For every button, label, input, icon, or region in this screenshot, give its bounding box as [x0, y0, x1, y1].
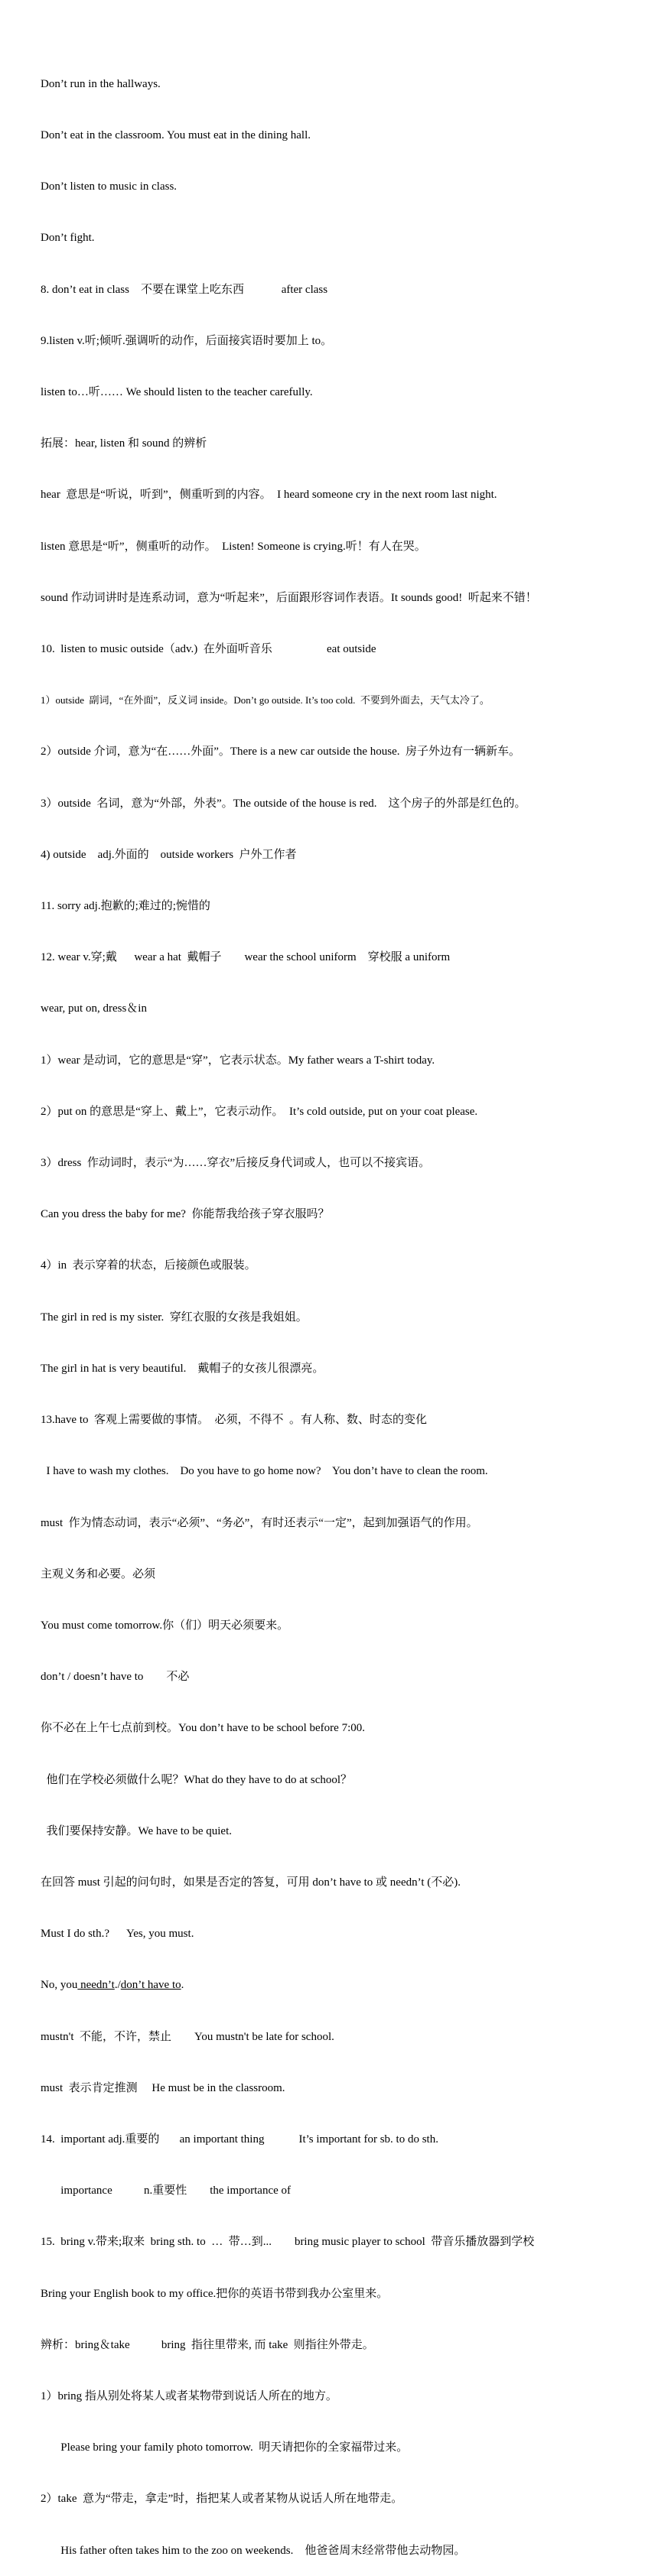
- neednt-mid: ./: [114, 1979, 121, 1992]
- text-line: 辨析：bring＆take bring 指往里带来, 而 take 则指往外带走。: [41, 2338, 374, 2351]
- neednt-underlined: needn’t: [77, 1979, 115, 1992]
- text-line: sound 作动词讲时是连系动词，意为“听起来”，后面跟形容词作表语。It sounds good! 听起来不错！: [41, 591, 537, 604]
- text-line: 1）wear 是动词，它的意思是“穿”，它表示状态。My father wears a T-shirt today.: [41, 1054, 435, 1067]
- text-line: Please bring your family photo tomorrow. 明天请把你的全家福带过来。: [41, 2441, 409, 2454]
- text-line: You must come tomorrow.你（们）明天必须要来。: [41, 1619, 289, 1632]
- neednt-post: .: [181, 1979, 184, 1992]
- text-line: 2）put on 的意思是“穿上、戴上”，它表示动作。 It’s cold outside, put on your coat please.: [41, 1105, 478, 1118]
- text-line: listen 意思是“听”，侧重听的动作。 Listen! Someone is crying.听！有人在哭。: [41, 540, 426, 553]
- text-line: 2）take 意为“带走，拿走”时，指把某人或者某物从说话人所在地带走。: [41, 2493, 403, 2506]
- text-line: 2）outside 介词，意为“在……外面”。There is a new car outside the house. 房子外边有一辆新车。: [41, 746, 520, 759]
- text-line: 4）in 表示穿着的状态，后接颜色或服装。: [41, 1259, 256, 1272]
- text-line: His father often takes him to the zoo on weekends. 他爸爸周末经常带他去动物园。: [41, 2544, 466, 2557]
- text-line: 8. don’t eat in class 不要在课堂上吃东西 after class: [41, 283, 328, 296]
- text-line: 他们在学校必须做什么呢？What do they have to do at school？: [41, 1773, 353, 1786]
- text-line: Don’t run in the hallways.: [41, 77, 161, 90]
- text-line: 在回答 must 引起的问句时，如果是否定的答复，可用 don’t have to 或 needn’t (不必).: [41, 1876, 461, 1889]
- text-line: Don’t fight.: [41, 232, 95, 245]
- outside-adverb-line: [41, 692, 653, 709]
- text-line: 3）outside 名词，意为“外部，外表”。The outside of the house is red. 这个房子的外部是红色的。: [41, 797, 526, 810]
- dont-have-to-underlined: don’t have to: [120, 1979, 181, 1992]
- text-line: must 表示肯定推测 He must be in the classroom.: [41, 2081, 285, 2094]
- text-line: 拓展：hear, listen 和 sound 的辨析: [41, 437, 207, 450]
- text-line: 15. bring v.带来;取来 bring sth. to … 带…到... bring music player to school 带音乐播放器到学校: [41, 2236, 535, 2249]
- text-line: Can you dress the baby for me? 你能帮我给孩子穿衣服吗？: [41, 1208, 330, 1221]
- text-line: Don’t listen to music in class.: [41, 180, 178, 193]
- outside-adverb-text: 1）outside 副词，“在外面”，反义词 inside。Don’t go outside. It’s too cold.: [41, 694, 356, 707]
- text-line: 1）bring 指从别处将某人或者某物带到说话人所在的地方。: [41, 2389, 337, 2402]
- text-line: Must I do sth.? Yes, you must.: [41, 1928, 194, 1941]
- text-line: hear 意思是“听说，听到”，侧重听到的内容。 I heard someone cry in the next room last night.: [41, 489, 497, 502]
- text-line: Don’t eat in the classroom. You must eat in the dining hall.: [41, 129, 311, 142]
- text-line: 4) outside adj.外面的 outside workers 户外工作者: [41, 848, 297, 861]
- text-line: 主观义务和必要。必须: [41, 1567, 156, 1580]
- text-line: 9.listen v.听;倾听.强调听的动作，后面接宾语时要加上 to。: [41, 334, 333, 347]
- text-line: The girl in hat is very beautiful. 戴帽子的女孩儿很漂亮。: [41, 1362, 324, 1375]
- text-line: 10. listen to music outside（adv.) 在外面听音乐 eat outside: [41, 643, 376, 656]
- text-line: listen to…听…… We should listen to the teacher carefully.: [41, 386, 313, 399]
- text-line: Bring your English book to my office.把你的英语书带到我办公室里来。: [41, 2287, 389, 2300]
- text-line: wear, put on, dress＆in: [41, 1002, 147, 1015]
- text-line: The girl in red is my sister. 穿红衣服的女孩是我姐姐。: [41, 1311, 308, 1324]
- document-body: [41, 41, 653, 2576]
- text-line: 我们要保持安静。We have to be quiet.: [41, 1824, 232, 1837]
- text-line: mustn't 不能，不许，禁止 You mustn't be late for school.: [41, 2030, 334, 2043]
- text-line: 14. important adj.重要的 an important thing It’s important for sb. to do sth.: [41, 2133, 438, 2146]
- text-line: importance n.重要性 the importance of: [41, 2185, 292, 2198]
- text-line: 你不必在上午七点前到校。You don’t have to be school before 7:00.: [41, 1722, 366, 1735]
- outside-adverb-gloss: 不要到外面去，天气太冷了。: [355, 694, 490, 707]
- text-line: 13.have to 客观上需要做的事情。 必须，不得不 。有人称、数、时态的变化: [41, 1414, 427, 1427]
- text-line: 11. sorry adj.抱歉的;难过的;惋惜的: [41, 900, 210, 913]
- text-line: 12. wear v.穿;戴 wear a hat 戴帽子 wear the school uniform 穿校服 a uniform: [41, 951, 451, 964]
- neednt-pre: No, you: [41, 1979, 78, 1992]
- text-line: must 作为情态动词，表示“必须”、“务必”，有时还表示“一定”，起到加强语气的作用。: [41, 1516, 478, 1529]
- text-line: I have to wash my clothes. Do you have to go home now? You don’t have to clean the room.: [41, 1465, 488, 1478]
- text-line: 3）dress 作动词时，表示“为……穿衣”后接反身代词或人，也可以不接宾语。: [41, 1157, 431, 1170]
- text-line: don’t / doesn’t have to 不必: [41, 1671, 190, 1684]
- neednt-line: [41, 1977, 653, 1993]
